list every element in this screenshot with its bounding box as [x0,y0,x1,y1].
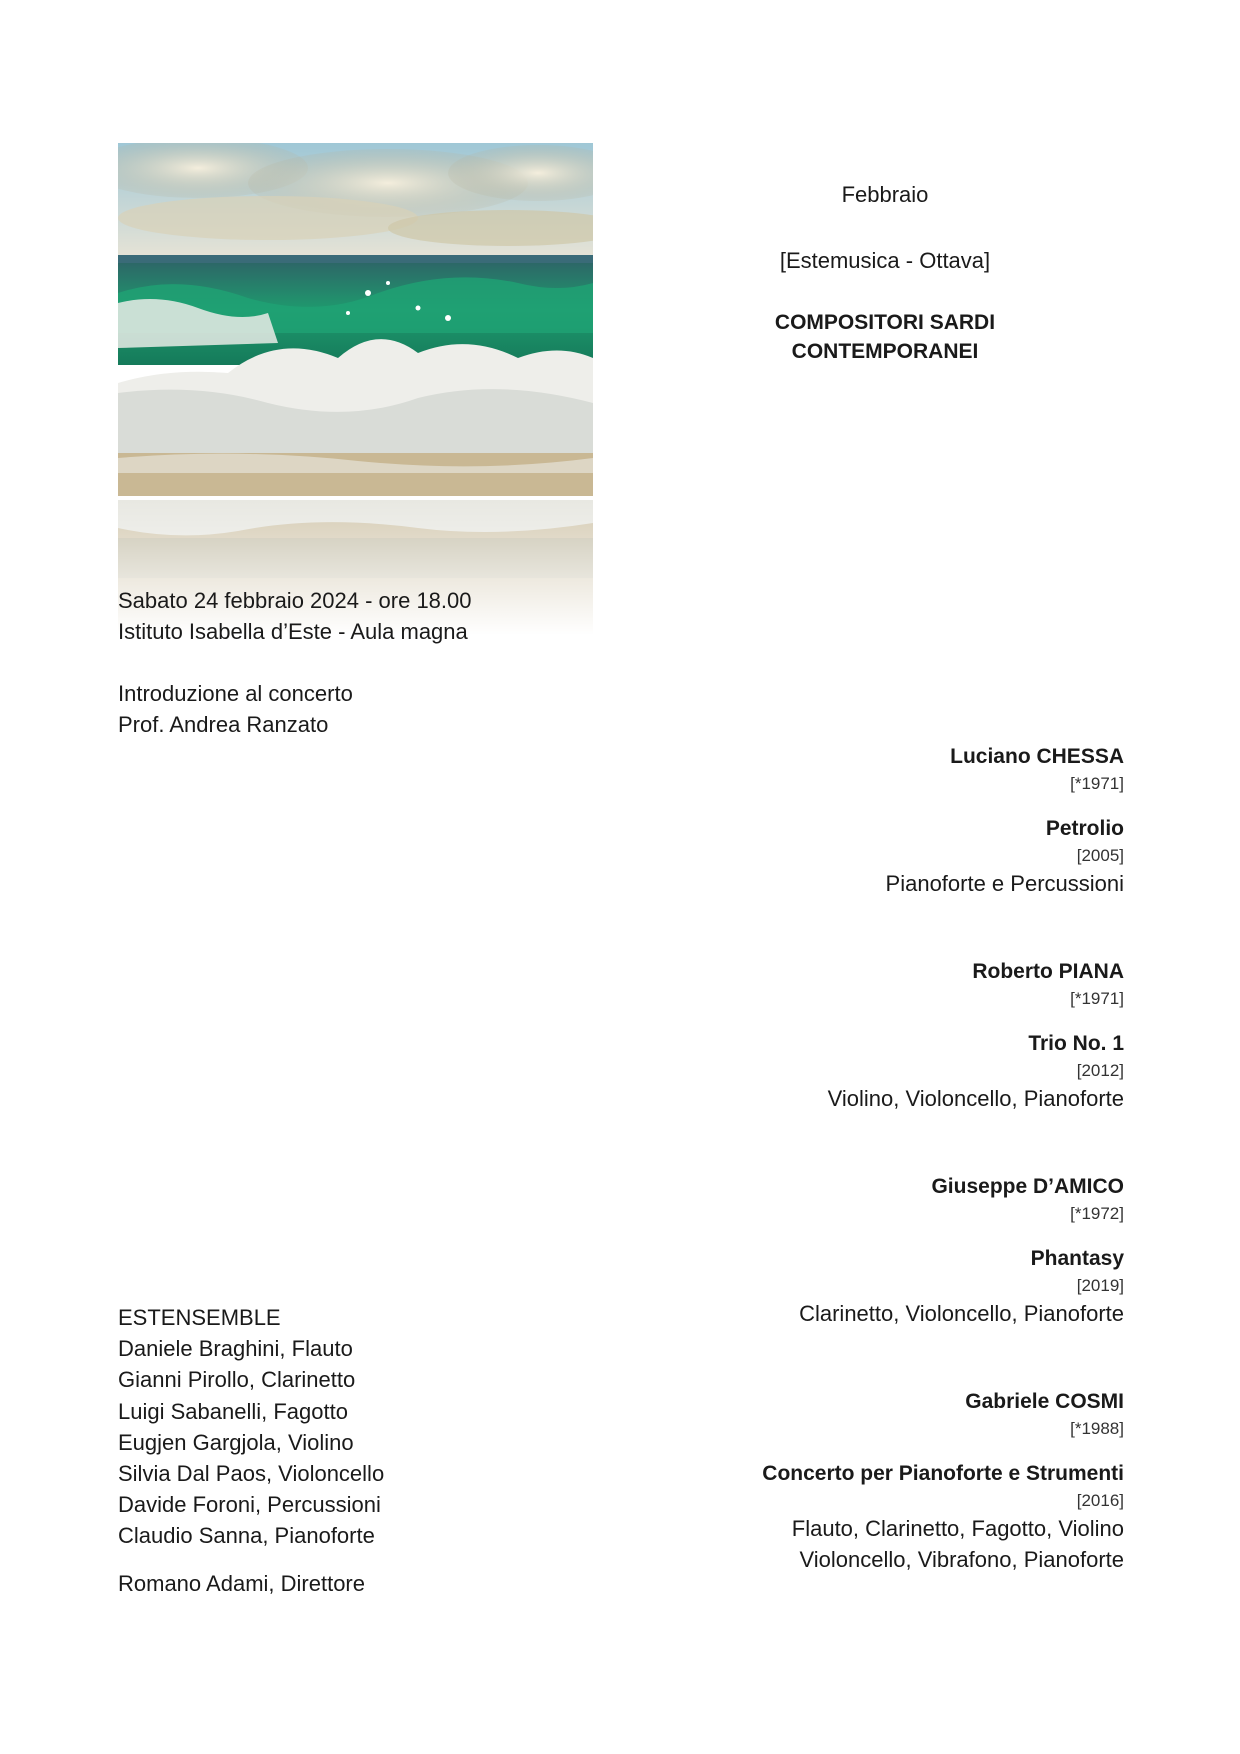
work-year: [2012] [1076,1061,1124,1080]
introduction [118,678,598,740]
composer-name: Roberto PIANA [972,960,1124,983]
concert-header [740,180,1030,366]
intro-speaker: Prof. Andrea Ranzato [118,712,329,737]
work-instruments: Pianoforte e Percussioni [885,871,1124,896]
work-instruments: Violino, Violoncello, Pianoforte [827,1086,1124,1111]
work-title: Concerto per Pianoforte e Strumenti [762,1462,1124,1485]
work-title: Trio No. 1 [1028,1032,1124,1055]
concert-title [740,309,1030,366]
ensemble-director: Romano Adami, Direttore [118,1570,365,1596]
event-date-time: Sabato 24 febbraio 2024 - ore 18.00 [118,588,472,613]
sea-wave-image [118,143,593,635]
work-year: [2016] [1076,1491,1124,1510]
program-item [484,742,1124,899]
ensemble-member: Eugjen Gargjola, Violino [118,1429,354,1455]
month-label: Febbraio [841,182,929,207]
intro-title: Introduzione al concerto [118,681,353,706]
series-label: [Estemusica - Ottava] [779,247,991,273]
work-year: [2005] [1076,846,1124,865]
ensemble-member: Luigi Sabanelli, Fagotto [118,1398,348,1424]
composer-birth-year: [*1988] [1070,1419,1124,1438]
ensemble-list [118,1302,598,1599]
composer-birth-year: [*1972] [1070,1204,1124,1223]
ensemble-member: Davide Foroni, Percussioni [118,1492,381,1518]
composer-name: Giuseppe D’AMICO [931,1175,1124,1198]
work-instruments: Violoncello, Vibrafono, Pianoforte [799,1547,1124,1572]
work-year: [2019] [1076,1276,1124,1295]
composer-birth-year: [*1971] [1070,774,1124,793]
work-title: Phantasy [1030,1247,1124,1270]
composer-name: Gabriele COSMI [965,1390,1124,1413]
ensemble-member: Silvia Dal Paos, Violoncello [118,1461,385,1487]
concert-title-line1: COMPOSITORI SARDI [774,311,996,335]
composer-birth-year: [*1971] [1070,989,1124,1008]
work-title: Petrolio [1045,817,1124,840]
work-instruments: Clarinetto, Violoncello, Pianoforte [799,1301,1124,1326]
composer-name: Luciano CHESSA [950,745,1124,768]
ensemble-member: Daniele Braghini, Flauto [118,1336,353,1362]
event-info [118,585,598,647]
ensemble-name: ESTENSEMBLE [118,1305,281,1330]
event-venue: Istituto Isabella d’Este - Aula magna [118,619,468,644]
program-item [484,957,1124,1114]
work-instruments: Flauto, Clarinetto, Fagotto, Violino [791,1516,1124,1541]
ensemble-member: Claudio Sanna, Pianoforte [118,1523,375,1549]
ensemble-member: Gianni Pirollo, Clarinetto [118,1367,356,1393]
concert-title-line2: CONTEMPORANEI [791,339,979,363]
